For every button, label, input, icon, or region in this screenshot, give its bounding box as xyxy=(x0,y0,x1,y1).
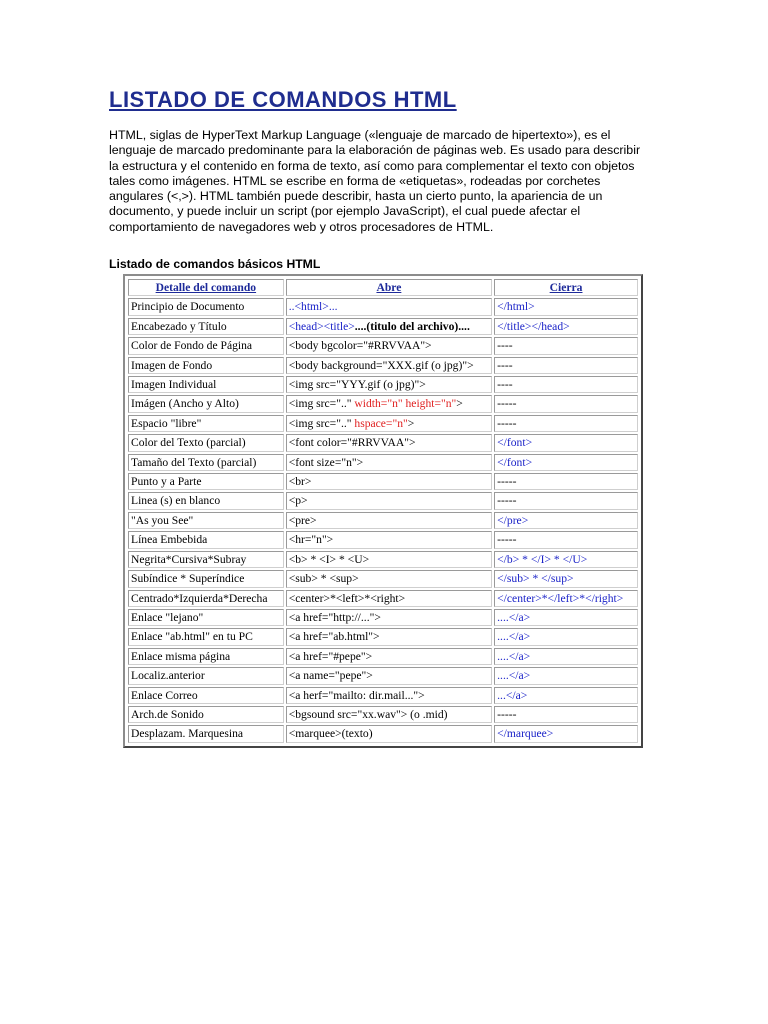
cell-detail: Espacio "libre" xyxy=(128,415,284,432)
cell-close xyxy=(494,454,638,471)
cell-open xyxy=(286,648,492,665)
table-row xyxy=(128,628,638,645)
header-abre[interactable] xyxy=(286,279,492,296)
cell-close-segment: </pre> xyxy=(497,513,529,527)
cell-close-segment: ----- xyxy=(497,533,517,547)
cell-close-segment: ----- xyxy=(497,475,517,489)
cell-close-segment: ....</a> xyxy=(497,669,531,683)
cell-detail: Linea (s) en blanco xyxy=(128,492,284,509)
table-row xyxy=(128,609,638,626)
cell-open xyxy=(286,706,492,723)
cell-open xyxy=(286,687,492,704)
cell-close-segment: ....</a> xyxy=(497,630,531,644)
cell-close-segment: ----- xyxy=(497,707,517,721)
cell-detail: Encabezado y Título xyxy=(128,318,284,335)
cell-close-segment: ----- xyxy=(497,397,517,411)
cell-close-segment: </font> xyxy=(497,436,533,450)
table-row xyxy=(128,590,638,607)
cell-close-segment: </html> xyxy=(497,300,535,314)
cell-detail: "As you See" xyxy=(128,512,284,529)
cell-close xyxy=(494,609,638,626)
cell-open-segment: ....(titulo del archivo).... xyxy=(354,319,470,333)
cell-detail: Enlace misma página xyxy=(128,648,284,665)
table-row xyxy=(128,570,638,587)
table-row xyxy=(128,434,638,451)
cell-open xyxy=(286,725,492,742)
cell-open-segment: <a name="pepe"> xyxy=(288,669,373,683)
cell-detail: Enlace "lejano" xyxy=(128,609,284,626)
cell-close xyxy=(494,512,638,529)
cell-open-segment: <font size="n"> xyxy=(288,455,364,469)
cell-open-segment: <head><title> xyxy=(288,319,355,333)
cell-close-segment: </sub> * </sup> xyxy=(497,572,574,586)
cell-open xyxy=(286,298,492,315)
cell-close-segment: ---- xyxy=(497,339,513,353)
cell-close xyxy=(494,318,638,335)
commands-table xyxy=(123,274,643,748)
cell-detail: Imagen de Fondo xyxy=(128,357,284,374)
cell-close xyxy=(494,628,638,645)
table-row xyxy=(128,395,638,412)
cell-close xyxy=(494,551,638,568)
cell-detail: Centrado*Izquierda*Derecha xyxy=(128,590,284,607)
cell-open-segment: <img src=".." xyxy=(288,416,355,430)
table-row xyxy=(128,415,638,432)
cell-open xyxy=(286,415,492,432)
cell-detail: Tamaño del Texto (parcial) xyxy=(128,454,284,471)
table-row xyxy=(128,648,638,665)
cell-close xyxy=(494,725,638,742)
table-row xyxy=(128,706,638,723)
cell-close-segment: </font> xyxy=(497,455,533,469)
header-cierra-label: Cierra xyxy=(549,281,583,294)
table-row xyxy=(128,667,638,684)
cell-detail: Desplazam. Marquesina xyxy=(128,725,284,742)
cell-open-segment: > xyxy=(456,397,463,411)
cell-close xyxy=(494,376,638,393)
cell-close-segment: </center>*</left>*</right> xyxy=(497,591,624,605)
cell-open-segment: <a href="http://..."> xyxy=(288,610,381,624)
cell-open-segment: <bgsound src="xx.wav"> (o .mid) xyxy=(288,707,448,721)
page-title: LISTADO DE COMANDOS HTML xyxy=(109,87,457,112)
cell-close-segment: ----- xyxy=(497,494,517,508)
table-header-row xyxy=(128,279,638,296)
cell-open-segment: <a href="ab.html"> xyxy=(288,630,380,644)
cell-open xyxy=(286,551,492,568)
cell-detail: Punto y a Parte xyxy=(128,473,284,490)
table-row xyxy=(128,298,638,315)
table-row xyxy=(128,454,638,471)
cell-open xyxy=(286,531,492,548)
cell-open-segment: <body background="XXX.gif (o jpg)"> xyxy=(288,358,474,372)
cell-close xyxy=(494,590,638,607)
cell-open-segment: <font color="#RRVVAA"> xyxy=(288,436,416,450)
cell-detail: Color de Fondo de Página xyxy=(128,337,284,354)
table-row xyxy=(128,376,638,393)
cell-open-segment: <center>*<left>*<right> xyxy=(288,591,406,605)
table-row xyxy=(128,318,638,335)
header-abre-label: Abre xyxy=(376,281,402,294)
cell-open xyxy=(286,628,492,645)
cell-close-segment: </title></head> xyxy=(497,319,570,333)
cell-detail: Enlace "ab.html" en tu PC xyxy=(128,628,284,645)
cell-close-segment: ---- xyxy=(497,358,513,372)
cell-open xyxy=(286,590,492,607)
cell-detail: Localiz.anterior xyxy=(128,667,284,684)
table-row xyxy=(128,725,638,742)
intro-paragraph: HTML, siglas de HyperText Markup Language («lenguaje de marcado de hipertexto»), es el lenguaje de marcado predominante para la elaboración de páginas web. Es usado para describir la estructura y el contenido en forma de texto, así como para complementar el texto con objetos tales como imágenes. HTML se escribe en forma de «etiquetas», rodeadas por corchetes angulares (<,>). HTML también puede describir, hasta un cierto punto, la apariencia de un documento, y puede incluir un script (por ejemplo JavaScript), el cual puede afectar el comportamiento de navegadores web y otros procesadores de HTML. xyxy=(109,128,641,234)
cell-detail: Línea Embebida xyxy=(128,531,284,548)
cell-detail: Enlace Correo xyxy=(128,687,284,704)
cell-open xyxy=(286,512,492,529)
cell-open-segment: <hr="n"> xyxy=(288,533,334,547)
cell-close xyxy=(494,298,638,315)
cell-close xyxy=(494,648,638,665)
cell-open-segment: <marquee>(texto) xyxy=(288,727,373,741)
cell-open-segment: width="n" height="n" xyxy=(354,397,457,411)
table-caption: Listado de comandos básicos HTML xyxy=(109,257,321,271)
cell-close-segment: ...</a> xyxy=(497,688,528,702)
cell-open-segment: <p> xyxy=(288,494,308,508)
table-row xyxy=(128,473,638,490)
cell-close xyxy=(494,357,638,374)
cell-close-segment: ....</a> xyxy=(497,649,531,663)
cell-close xyxy=(494,434,638,451)
table-row xyxy=(128,531,638,548)
cell-open xyxy=(286,434,492,451)
cell-open-segment: <img src=".." xyxy=(288,397,355,411)
cell-open xyxy=(286,454,492,471)
cell-close xyxy=(494,337,638,354)
cell-open xyxy=(286,570,492,587)
cell-open xyxy=(286,609,492,626)
header-detalle-label: Detalle del comando xyxy=(155,281,257,294)
cell-open-segment: > xyxy=(407,416,415,430)
cell-close xyxy=(494,473,638,490)
cell-close xyxy=(494,492,638,509)
cell-close xyxy=(494,395,638,412)
cell-open xyxy=(286,318,492,335)
cell-open-segment: <br> xyxy=(288,475,312,489)
cell-close xyxy=(494,531,638,548)
cell-detail: Imagen Individual xyxy=(128,376,284,393)
cell-close xyxy=(494,687,638,704)
cell-open-segment: hspace="n" xyxy=(354,416,408,430)
cell-close-segment: </b> * </I> * </U> xyxy=(497,552,588,566)
cell-close-segment: ----- xyxy=(497,416,517,430)
cell-open xyxy=(286,337,492,354)
cell-close xyxy=(494,706,638,723)
cell-close xyxy=(494,570,638,587)
cell-close-segment: </marquee> xyxy=(497,727,554,741)
document-page xyxy=(109,86,649,235)
cell-open-segment: ..<html>... xyxy=(288,300,338,314)
table-row xyxy=(128,512,638,529)
cell-detail: Negrita*Cursiva*Subray xyxy=(128,551,284,568)
cell-detail: Subíndice * Superíndice xyxy=(128,570,284,587)
cell-close-segment: ---- xyxy=(497,378,513,392)
cell-open xyxy=(286,395,492,412)
cell-open xyxy=(286,376,492,393)
cell-open-segment: <a herf="mailto: dir.mail..."> xyxy=(288,688,425,702)
cell-detail: Principio de Documento xyxy=(128,298,284,315)
cell-close xyxy=(494,415,638,432)
header-detalle[interactable] xyxy=(128,279,284,296)
cell-close-segment: ....</a> xyxy=(497,610,531,624)
table-row xyxy=(128,357,638,374)
cell-detail: Arch.de Sonido xyxy=(128,706,284,723)
cell-open xyxy=(286,473,492,490)
cell-open xyxy=(286,357,492,374)
cell-open-segment: <img src="YYY.gif (o jpg)"> xyxy=(288,378,426,392)
cell-open xyxy=(286,667,492,684)
table-row xyxy=(128,551,638,568)
cell-close xyxy=(494,667,638,684)
header-cierra[interactable] xyxy=(494,279,638,296)
cell-detail: Color del Texto (parcial) xyxy=(128,434,284,451)
cell-open-segment: <b> * <I> * <U> xyxy=(288,552,370,566)
table-row xyxy=(128,687,638,704)
cell-open-segment: <body bgcolor="#RRVVAA"> xyxy=(288,339,432,353)
cell-open xyxy=(286,492,492,509)
cell-open-segment: <sub> * <sup> xyxy=(288,572,359,586)
table-row xyxy=(128,492,638,509)
cell-open-segment: <a href="#pepe"> xyxy=(288,649,373,663)
table-row xyxy=(128,337,638,354)
cell-open-segment: <pre> xyxy=(288,513,317,527)
cell-detail: Imágen (Ancho y Alto) xyxy=(128,395,284,412)
